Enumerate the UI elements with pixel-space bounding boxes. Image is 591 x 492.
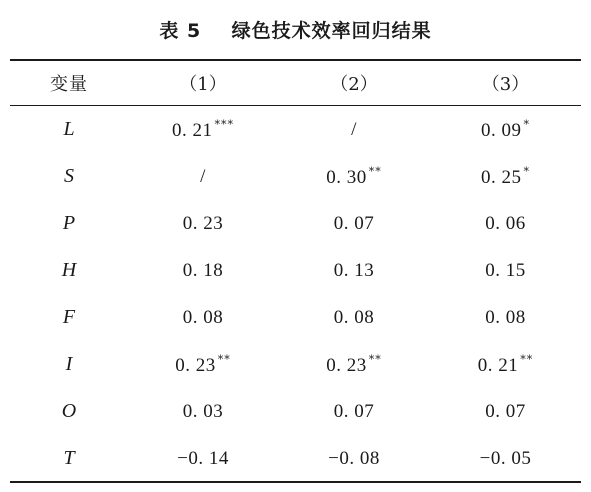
significance-marker: ** bbox=[368, 164, 382, 178]
variable-name: P bbox=[62, 212, 76, 234]
coefficient-cell bbox=[430, 435, 581, 482]
coefficient-cell bbox=[278, 106, 430, 153]
variable-name: T bbox=[63, 447, 75, 469]
coefficient-value: −0. 14 bbox=[177, 447, 229, 469]
coefficient-value: 0. 08 bbox=[485, 306, 526, 328]
coefficient-value: 0. 08 bbox=[333, 306, 375, 328]
coefficient-value: 0. 03 bbox=[182, 400, 224, 422]
coefficient-value: 0. 15 bbox=[485, 259, 526, 281]
coefficient-value: 0. 21 bbox=[172, 119, 213, 141]
coefficient-value: 0. 13 bbox=[333, 259, 375, 281]
table-row bbox=[10, 388, 581, 435]
variable-name: F bbox=[62, 306, 76, 328]
results-table-header bbox=[10, 61, 581, 105]
coefficient-value: 0. 07 bbox=[333, 212, 375, 234]
coefficient-cell bbox=[278, 341, 430, 388]
coefficient-value: 0. 25 bbox=[481, 166, 522, 188]
coefficient-cell bbox=[128, 153, 278, 200]
coefficient-value: −0. 05 bbox=[479, 447, 532, 469]
coefficient-cell bbox=[278, 435, 430, 482]
coefficient-value: 0. 09 bbox=[481, 119, 522, 141]
coefficient-cell bbox=[430, 200, 581, 247]
coefficient-value: / bbox=[200, 165, 206, 187]
header-variable: 变量 bbox=[50, 74, 88, 95]
variable-cell bbox=[10, 435, 128, 482]
coefficient-cell bbox=[430, 294, 581, 341]
header-model-1: （1） bbox=[179, 74, 227, 95]
coefficient-cell bbox=[278, 153, 430, 200]
variable-name: S bbox=[64, 165, 74, 187]
table-row bbox=[10, 247, 581, 294]
significance-marker: * bbox=[523, 117, 530, 131]
header-model-3: （3） bbox=[481, 74, 530, 95]
table-title: 表 5 绿色技术效率回归结果 bbox=[159, 20, 432, 42]
coefficient-value: 0. 23 bbox=[182, 212, 224, 234]
coefficient-cell bbox=[430, 247, 581, 294]
variable-cell bbox=[10, 153, 128, 200]
header-row bbox=[10, 61, 581, 105]
coefficient-cell bbox=[128, 247, 278, 294]
variable-cell bbox=[10, 247, 128, 294]
variable-name: L bbox=[63, 118, 75, 140]
bottom-rule bbox=[10, 481, 581, 483]
significance-marker: *** bbox=[214, 117, 234, 131]
coefficient-cell bbox=[430, 341, 581, 388]
table-row bbox=[10, 435, 581, 482]
table-row bbox=[10, 106, 581, 153]
coefficient-cell bbox=[278, 200, 430, 247]
table-row bbox=[10, 294, 581, 341]
coefficient-cell bbox=[128, 200, 278, 247]
coefficient-cell bbox=[430, 106, 581, 153]
variable-cell bbox=[10, 388, 128, 435]
coefficient-value: 0. 07 bbox=[333, 400, 375, 422]
variable-cell bbox=[10, 341, 128, 388]
coefficient-cell bbox=[128, 388, 278, 435]
significance-marker: * bbox=[523, 164, 530, 178]
variable-name: I bbox=[65, 353, 73, 375]
significance-marker: ** bbox=[520, 352, 534, 366]
coefficient-cell bbox=[128, 106, 278, 153]
coefficient-value: 0. 30 bbox=[326, 166, 367, 188]
variable-cell bbox=[10, 200, 128, 247]
coefficient-value: 0. 23 bbox=[175, 354, 216, 376]
significance-marker: ** bbox=[368, 352, 382, 366]
coefficient-cell bbox=[278, 294, 430, 341]
table-row bbox=[10, 200, 581, 247]
coefficient-value: −0. 08 bbox=[328, 447, 380, 469]
header-model-2: （2） bbox=[330, 74, 378, 95]
coefficient-value: 0. 08 bbox=[182, 306, 224, 328]
significance-marker: ** bbox=[217, 352, 231, 366]
coefficient-value: 0. 23 bbox=[326, 354, 367, 376]
coefficient-cell bbox=[278, 247, 430, 294]
coefficient-cell bbox=[278, 388, 430, 435]
variable-name: O bbox=[61, 400, 77, 422]
coefficient-value: 0. 07 bbox=[485, 400, 526, 422]
coefficient-cell bbox=[128, 435, 278, 482]
variable-cell bbox=[10, 106, 128, 153]
table-row bbox=[10, 153, 581, 200]
table-row bbox=[10, 341, 581, 388]
coefficient-cell bbox=[128, 341, 278, 388]
coefficient-cell bbox=[430, 153, 581, 200]
coefficient-value: 0. 18 bbox=[182, 259, 224, 281]
coefficient-value: / bbox=[351, 118, 357, 140]
coefficient-cell bbox=[430, 388, 581, 435]
coefficient-value: 0. 06 bbox=[485, 212, 526, 234]
coefficient-cell bbox=[128, 294, 278, 341]
coefficient-value: 0. 21 bbox=[477, 354, 519, 376]
variable-name: H bbox=[61, 259, 77, 281]
variable-cell bbox=[10, 294, 128, 341]
results-table bbox=[10, 106, 581, 482]
